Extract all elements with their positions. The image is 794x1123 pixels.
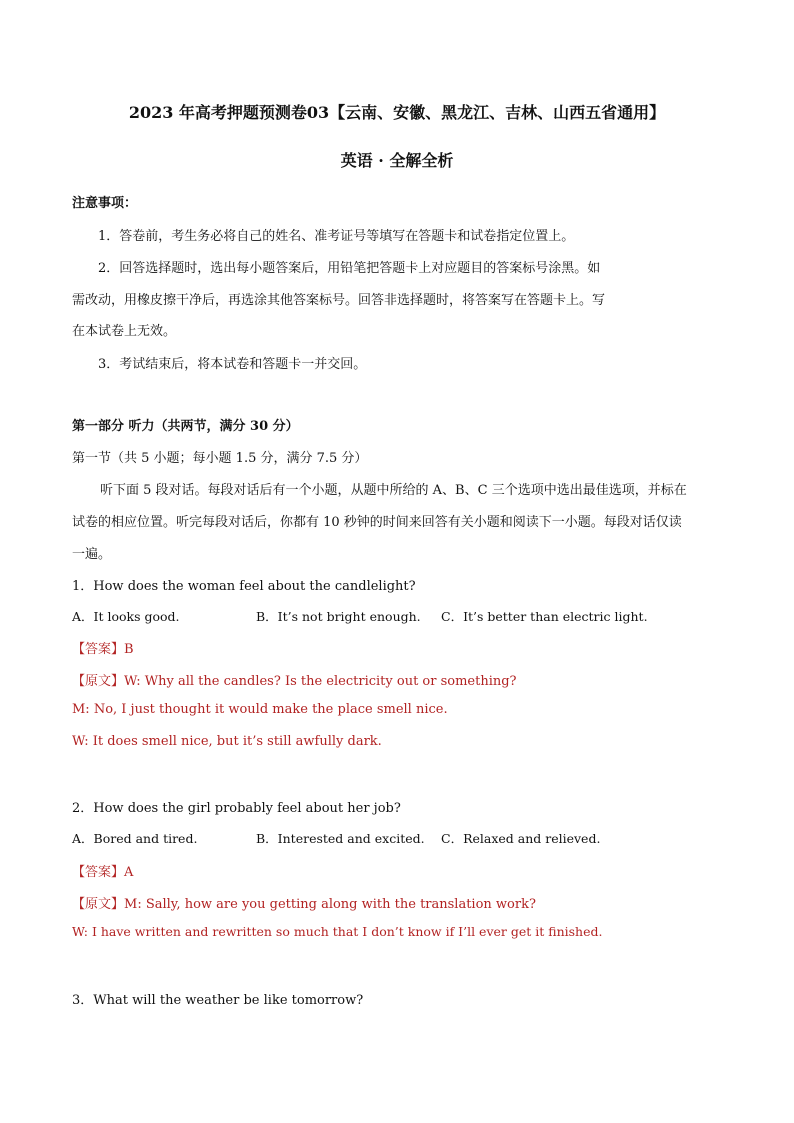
question-2-option-b: B．Interested and excited. xyxy=(256,831,425,846)
original-label: 【原文】 xyxy=(72,897,125,912)
part1-heading: 第一部分 听力（共两节，满分 30 分） xyxy=(72,419,299,434)
document-title: 2023 年高考押题预测卷03【云南、安徽、黑龙江、吉林、山西五省通用】 xyxy=(128,103,666,122)
notice-item-2-line-1: 2．回答选择题时，选出每小题答案后，用铅笔把答题卡上对应题目的答案标号涂黑。如 xyxy=(98,261,601,276)
answer-value: A xyxy=(124,865,134,880)
question-2-option-a: A．Bored and tired. xyxy=(72,831,198,846)
question-1-option-b: B．It’s not bright enough. xyxy=(256,609,421,624)
question-1-transcript-line-2: M: No, I just thought it would make the place smell nice. xyxy=(72,702,448,717)
question-1-option-a: A．It looks good. xyxy=(72,609,180,624)
question-1-stem: 1．How does the woman feel about the candlelight? xyxy=(72,579,416,594)
question-2-transcript-line-1 xyxy=(72,893,536,912)
notice-item-1: 1．答卷前，考生务必将自己的姓名、准考证号等填写在答题卡和试卷指定位置上。 xyxy=(98,229,575,244)
transcript-text: W: Why all the candles? Is the electricity out or something? xyxy=(124,674,517,689)
section1-heading: 第一节（共 5 小题；每小题 1.5 分，满分 7.5 分） xyxy=(72,451,368,466)
answer-value: B xyxy=(124,642,134,657)
notice-item-2-line-2: 需改动，用橡皮擦干净后，再选涂其他答案标号。回答非选择题时，将答案写在答题卡上。写 xyxy=(72,293,606,308)
instructions-line-3: 一遍。 xyxy=(72,547,112,562)
question-2-transcript-line-2: W: I have written and rewritten so much that I don’t know if I’ll ever get it finished. xyxy=(72,924,603,939)
notice-item-3: 3．考试结束后，将本试卷和答题卡一并交回。 xyxy=(98,357,367,372)
question-3-stem: 3．What will the weather be like tomorrow? xyxy=(72,993,364,1008)
document-subtitle: 英语 · 全解全析 xyxy=(340,151,454,170)
question-1-option-c: C．It’s better than electric light. xyxy=(441,609,648,624)
notice-item-2-line-3: 在本试卷上无效。 xyxy=(72,324,177,339)
question-1-answer xyxy=(72,638,134,657)
question-2-stem: 2．How does the girl probably feel about her job? xyxy=(72,801,401,816)
instructions-line-1: 听下面 5 段对话。每段对话后有一个小题，从题中所给的 A、B、C 三个选项中选出最佳选项，并标在 xyxy=(100,483,687,498)
question-2-option-c: C．Relaxed and relieved. xyxy=(441,831,601,846)
question-2-answer xyxy=(72,861,133,880)
answer-label: 【答案】 xyxy=(72,642,125,657)
transcript-text: M: Sally, how are you getting along with the translation work? xyxy=(124,897,536,912)
question-1-transcript-line-1 xyxy=(72,670,517,689)
question-1-transcript-line-3: W: It does smell nice, but it’s still awfully dark. xyxy=(72,734,382,749)
instructions-line-2: 试卷的相应位置。听完每段对话后，你都有 10 秒钟的时间来回答有关小题和阅读下一小题。每段对话仅读 xyxy=(72,515,682,530)
answer-label: 【答案】 xyxy=(72,865,125,880)
original-label: 【原文】 xyxy=(72,674,125,689)
notice-heading: 注意事项： xyxy=(72,196,138,211)
